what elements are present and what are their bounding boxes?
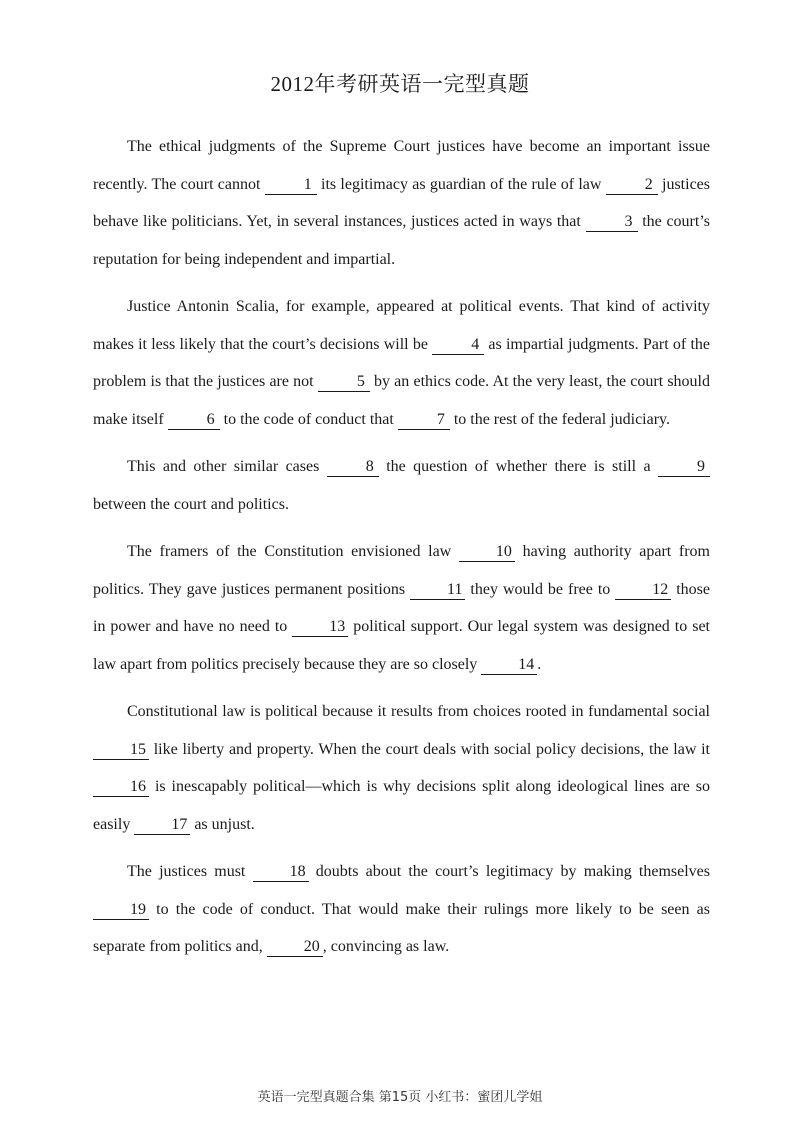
- blank-19: 19: [93, 901, 149, 920]
- blank-9: 9: [658, 458, 710, 477]
- passage-text: The ethical judgments of the Supreme Court justices have become an important issue recently. The court cannot: [93, 138, 710, 193]
- blank-16: 16: [93, 778, 149, 797]
- blank-12: 12: [615, 581, 671, 600]
- blank-10: 10: [459, 543, 515, 562]
- blank-3: 3: [586, 213, 638, 232]
- passage-text: .: [537, 655, 542, 673]
- blank-14: 14: [481, 656, 537, 675]
- passage-text: the question of whether there is still a: [378, 458, 658, 475]
- passage-text: political support. Our legal system was designed to set law apart from politics precisely because they are so closely: [93, 618, 711, 673]
- passage-text: to the code of conduct that: [219, 410, 398, 428]
- passage-text: by an ethics code. At the very least, the court should make itself: [93, 373, 710, 428]
- blank-7: 7: [398, 411, 450, 430]
- passage-text: , convincing as law.: [322, 938, 450, 955]
- blank-15: 15: [93, 741, 149, 760]
- blank-17: 17: [134, 816, 190, 835]
- passage-text: Justice Antonin Scalia, for example, appeared at political events. That kind of activity makes it less likely that the court’s decisions will be: [93, 298, 710, 353]
- passage-text: as unjust.: [190, 815, 255, 833]
- blank-2: 2: [606, 176, 658, 195]
- page-footer: 英语一完型真题合集 第15页 小红书：蜜团儿学姐: [257, 1090, 543, 1105]
- passage-text: The framers of the Constitution envisioned law: [127, 543, 459, 560]
- passage-text: the court’s reputation for being independent and impartial.: [93, 213, 710, 268]
- blank-1: 1: [265, 176, 317, 195]
- passage-text: The justices must: [127, 863, 253, 880]
- page-title: 2012年考研英语一完型真题: [270, 72, 530, 96]
- passage-text: those in power and have no need to: [93, 580, 710, 635]
- passage: [93, 128, 710, 976]
- passage-text: justices behave like politicians. Yet, in several instances, justices acted in ways that: [93, 175, 710, 230]
- paragraph: [93, 533, 710, 683]
- passage-text: between the court and politics.: [93, 495, 289, 513]
- blank-20: 20: [267, 938, 323, 957]
- paragraph: [93, 288, 710, 438]
- passage-text: like liberty and property. When the court deals with social policy decisions, the law it: [149, 740, 710, 758]
- paragraph: [93, 128, 710, 278]
- blank-6: 6: [168, 411, 220, 430]
- blank-18: 18: [253, 863, 309, 882]
- blank-13: 13: [292, 618, 348, 637]
- passage-text: Constitutional law is political because it results from choices rooted in fundamental social: [127, 703, 710, 720]
- paragraph: [93, 448, 710, 523]
- blank-11: 11: [410, 581, 465, 600]
- passage-text: doubts about the court’s legitimacy by making themselves: [308, 863, 711, 880]
- blank-8: 8: [327, 458, 379, 477]
- paragraph: [93, 853, 710, 966]
- passage-text: is inescapably political—which is why decisions split along ideological lines are so easily: [93, 778, 710, 833]
- passage-text: its legitimacy as guardian of the rule of law: [316, 175, 606, 193]
- passage-text: This and other similar cases: [127, 458, 327, 475]
- blank-4: 4: [432, 336, 484, 355]
- paragraph: [93, 693, 710, 843]
- blank-5: 5: [318, 373, 370, 392]
- passage-text: to the rest of the federal judiciary.: [449, 410, 671, 428]
- passage-text: as impartial judgments. Part of the problem is that the justices are not: [93, 335, 710, 390]
- passage-text: having authority apart from politics. They gave justices permanent positions: [93, 543, 711, 598]
- passage-text: they would be free to: [465, 580, 616, 598]
- passage-text: to the code of conduct. That would make their rulings more likely to be seen as separate from politics and,: [93, 900, 710, 955]
